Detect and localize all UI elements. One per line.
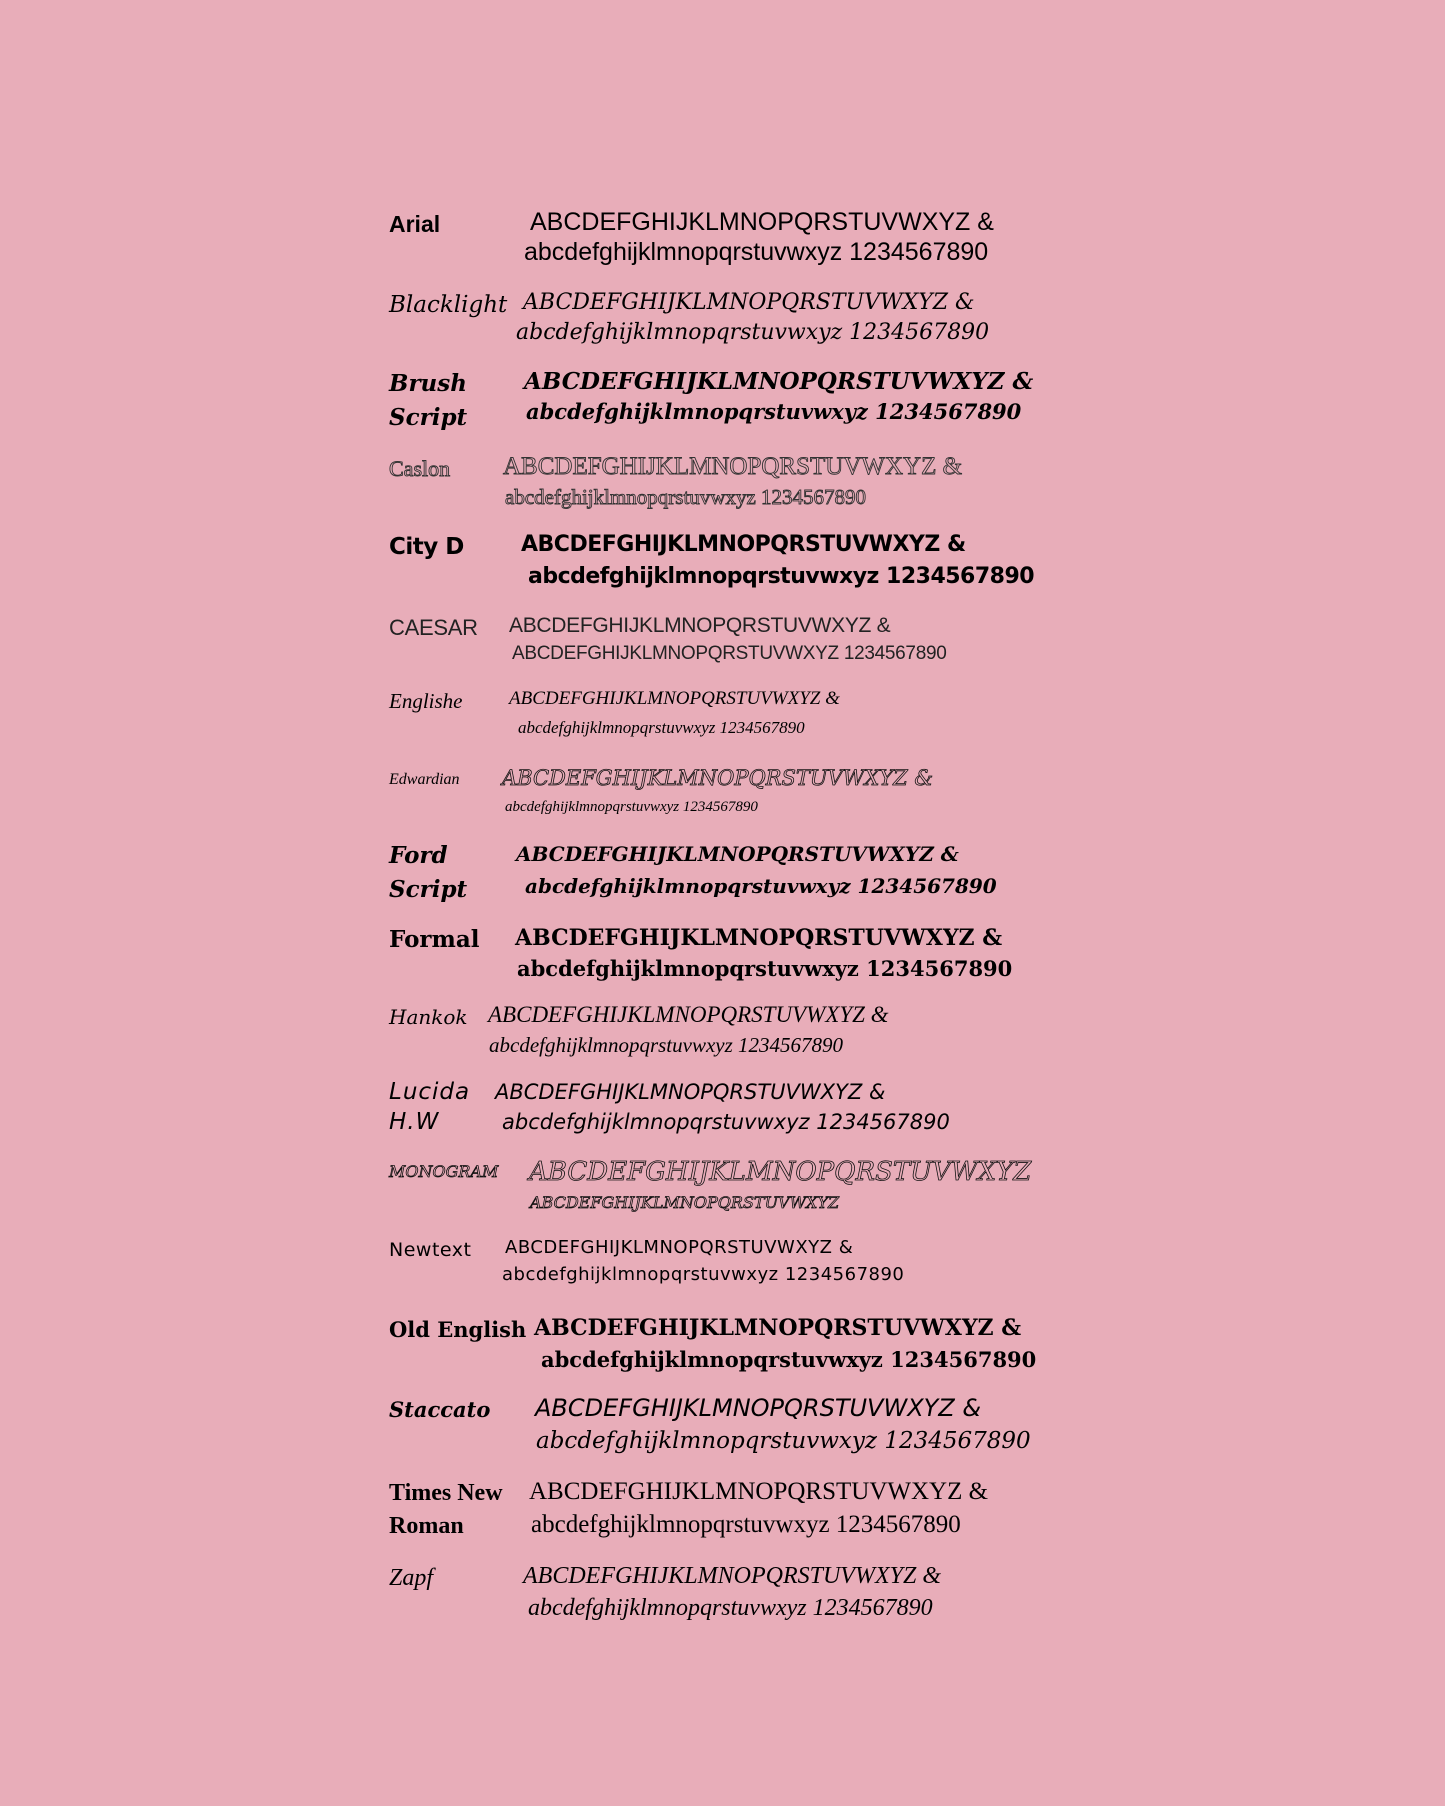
lowercase-sample: abcdefghijklmnopqrstuvwxyz 1234567890 xyxy=(528,1595,933,1621)
uppercase-sample: ABCDEFGHIJKLMNOPQRSTUVWXYZ & xyxy=(521,532,966,557)
uppercase-sample: ABCDEFGHIJKLMNOPQRSTUVWXYZ & xyxy=(524,368,1034,395)
lowercase-sample: abcdefghijklmnopqrstuvwxyz 1234567890 xyxy=(505,799,758,815)
lowercase-sample: abcdefghijklmnopqrstuvwxyz 1234567890 xyxy=(517,956,1013,981)
uppercase-sample: ABCDEFGHIJKLMNOPQRSTUVWXYZ & xyxy=(529,1478,989,1505)
font-name: Englishe xyxy=(389,689,463,713)
uppercase-sample: ABCDEFGHIJKLMNOPQRSTUVWXYZ & xyxy=(488,1002,889,1027)
font-name: CAESAR xyxy=(389,615,478,640)
font-name: MONOGRAM xyxy=(389,1162,499,1181)
uppercase-sample: ABCDEFGHIJKLMNOPQRSTUVWXYZ & xyxy=(523,1563,941,1589)
font-name: City D xyxy=(389,534,464,560)
uppercase-sample: ABCDEFGHIJKLMNOPQRSTUVWXYZ & xyxy=(503,453,963,480)
uppercase-sample: ABCDEFGHIJKLMNOPQRSTUVWXYZ & xyxy=(495,1080,886,1104)
lowercase-sample: abcdefghijklmnopqrstuvwxyz 1234567890 xyxy=(528,564,1035,589)
font-name: Newtext xyxy=(389,1239,472,1261)
uppercase-sample: ABCDEFGHIJKLMNOPQRSTUVWXYZ & xyxy=(534,1315,1022,1341)
uppercase-sample: ABCDEFGHIJKLMNOPQRSTUVWXYZ & xyxy=(515,925,1003,951)
uppercase-sample: ABCDEFGHIJKLMNOPQRSTUVWXYZ & xyxy=(509,614,891,637)
font-name: Hankok xyxy=(389,1005,468,1029)
lowercase-sample: abcdefghijklmnopqrstuvwxyz 1234567890 xyxy=(525,874,997,898)
uppercase-sample: ABCDEFGHIJKLMNOPQRSTUVWXYZ & xyxy=(523,290,975,315)
font-name: Arial xyxy=(389,211,441,237)
lowercase-sample: abcdefghijklmnopqrstuvwxyz 1234567890 xyxy=(526,399,1022,424)
lowercase-sample: ABCDEFGHIJKLMNOPQRSTUVWXYZ 1234567890 xyxy=(512,643,947,664)
lowercase-sample: abcdefghijklmnopqrstuvwxyz 1234567890 xyxy=(524,238,989,266)
uppercase-sample: ABCDEFGHIJKLMNOPQRSTUVWXYZ & xyxy=(530,208,994,236)
font-name: Blacklight xyxy=(389,292,508,318)
font-name: Formal xyxy=(389,926,480,953)
font-name: Edwardian xyxy=(389,771,460,788)
uppercase-sample: ABCDEFGHIJKLMNOPQRSTUVWXYZ & xyxy=(502,766,934,790)
lowercase-sample: abcdefghijklmnopqrstuvwxyz 1234567890 xyxy=(502,1110,950,1134)
uppercase-sample: ABCDEFGHIJKLMNOPQRSTUVWXYZ & xyxy=(516,842,959,866)
font-name: Times New Roman xyxy=(389,1480,503,1539)
font-name: Zapf xyxy=(389,1565,434,1591)
lowercase-sample: abcdefghijklmnopqrstuvwxyz 1234567890 xyxy=(516,320,990,345)
font-name: Old English xyxy=(389,1317,527,1342)
font-name: Brush Script xyxy=(389,370,468,431)
lowercase-sample: abcdefghijklmnopqrstuvwxyz 1234567890 xyxy=(502,1264,905,1285)
font-name: Ford Script xyxy=(389,842,468,903)
lowercase-sample: ABCDEFGHIJKLMNOPQRSTUVWXYZ xyxy=(530,1193,840,1212)
lowercase-sample: abcdefghijklmnopqrstuvwxyz 1234567890 xyxy=(489,1033,844,1057)
lowercase-sample: abcdefghijklmnopqrstuvwxyz 1234567890 xyxy=(531,1511,961,1538)
lowercase-sample: abcdefghijklmnopqrstuvwxyz 1234567890 xyxy=(536,1428,1031,1454)
lowercase-sample: abcdefghijklmnopqrstuvwxyz 1234567890 xyxy=(541,1347,1037,1372)
font-name: Lucida H.W xyxy=(389,1079,471,1135)
uppercase-sample: ABCDEFGHIJKLMNOPQRSTUVWXYZ xyxy=(529,1157,1032,1187)
uppercase-sample: ABCDEFGHIJKLMNOPQRSTUVWXYZ & xyxy=(505,1237,854,1258)
lowercase-sample: abcdefghijklmnopqrstuvwxyz 1234567890 xyxy=(518,718,805,737)
uppercase-sample: ABCDEFGHIJKLMNOPQRSTUVWXYZ & xyxy=(535,1394,982,1422)
font-name: Staccato xyxy=(389,1397,491,1422)
uppercase-sample: ABCDEFGHIJKLMNOPQRSTUVWXYZ & xyxy=(509,688,840,709)
font-name: Caslon xyxy=(389,456,451,481)
lowercase-sample: abcdefghijklmnopqrstuvwxyz 1234567890 xyxy=(505,485,867,509)
